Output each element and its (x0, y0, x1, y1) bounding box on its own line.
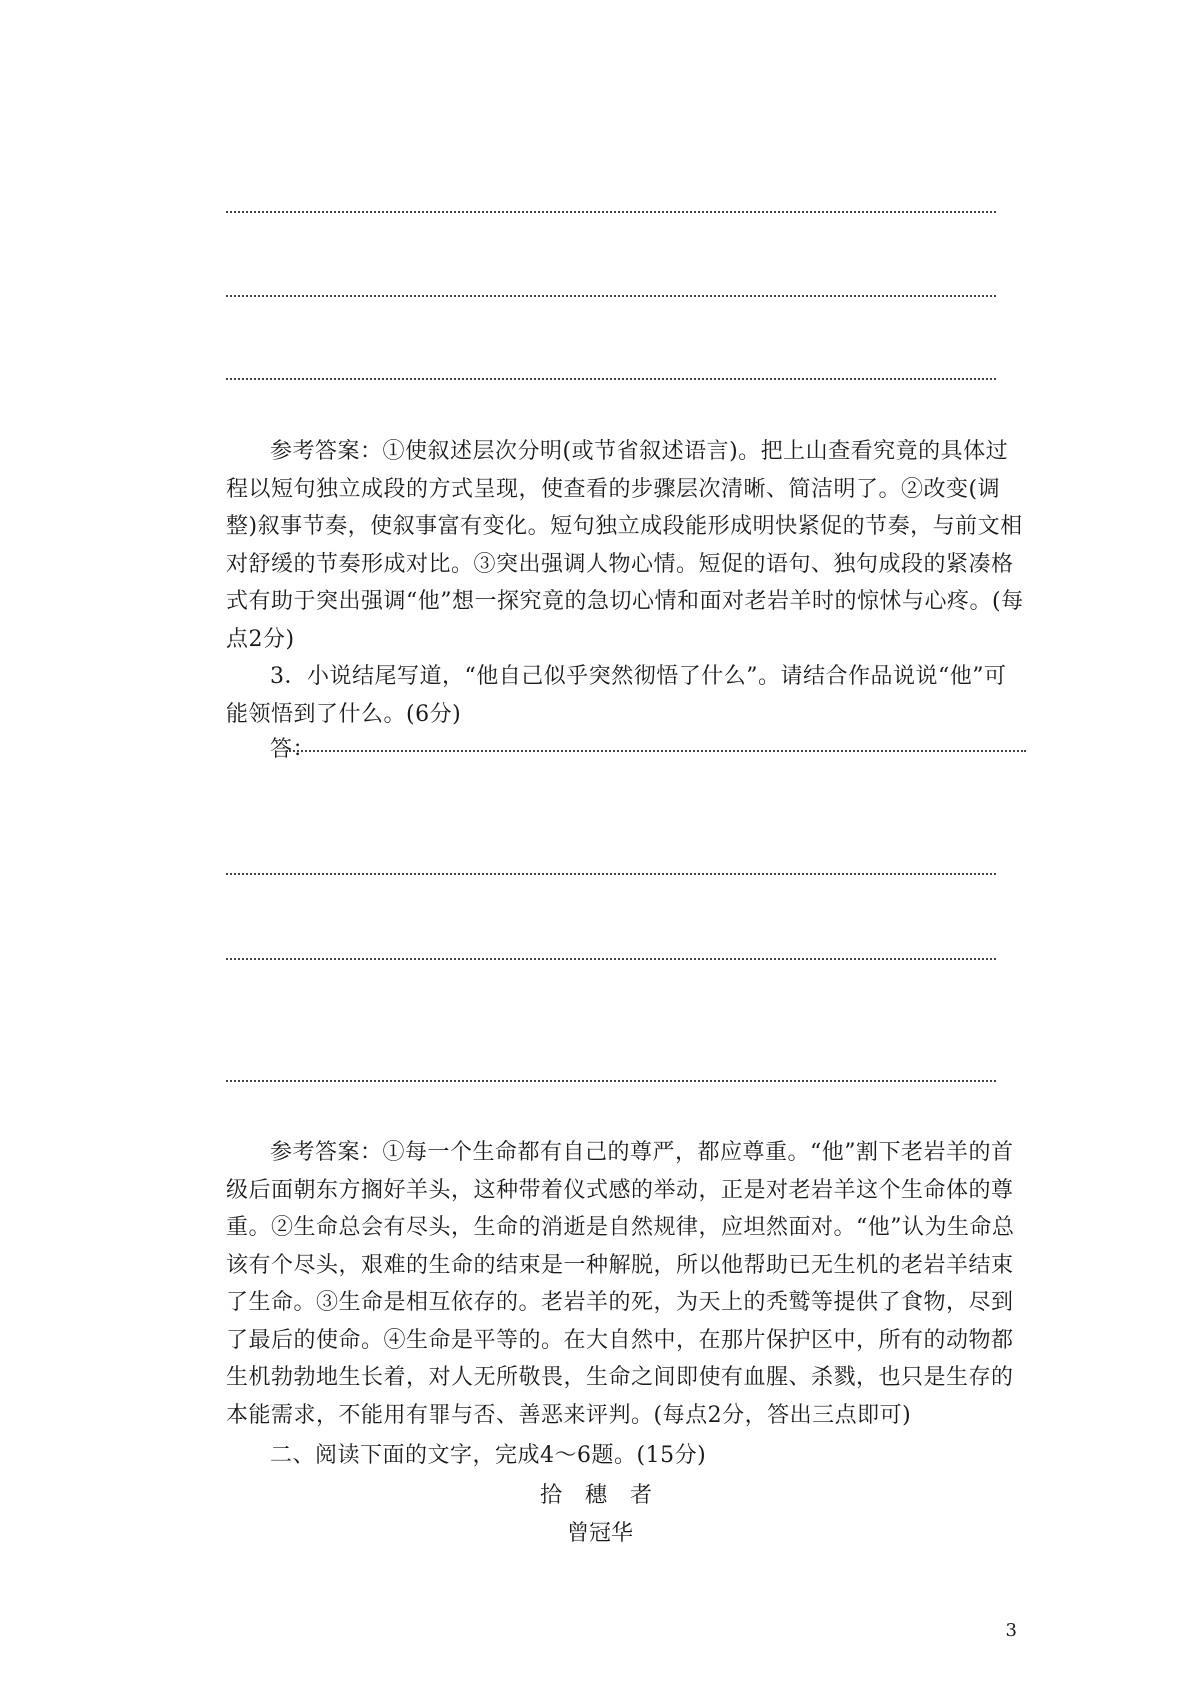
answer-line[interactable] (226, 295, 996, 297)
answer-line[interactable] (226, 1080, 996, 1082)
answer-line[interactable] (226, 873, 996, 875)
page-number: 3 (1005, 1620, 1017, 1641)
article-title: 拾 穗 者 (540, 1483, 660, 1508)
article-author: 曾冠华 (566, 1521, 633, 1546)
answer-label: 答： (270, 737, 316, 762)
answer-line[interactable] (286, 750, 1026, 752)
answer-line[interactable] (226, 958, 996, 960)
answer-line[interactable] (226, 378, 996, 380)
question-3: 3．小说结尾写道，“他自己似乎突然彻悟了什么”。请结合作品说说“他”可能领悟到了什么。(6分) (226, 664, 1007, 727)
reference-answer-3: 参考答案：①每一个生命都有自己的尊严，都应尊重。“他”割下老岩羊的首级后面朝东方搁好羊头，这种带着仪式感的举动，正是对老岩羊这个生命体的尊重。②生命总会有尽头，生命的消逝是自然规律，应坦然面对。“他”认为生命总该有个尽头，艰难的生命的结束是一种解脱，所以他帮助已无生机的老岩羊结束了生命。③生命是相互依存的。老岩羊的死，为天上的秃鹫等提供了食物，尽到了最后的使命。④生命是平等的。在大自然中，在那片保护区中，所有的动物都生机勃勃地生长着，对人无所敬畏，生命之间即使有血腥、杀戮，也只是生存的本能需求，不能用有罪与否、善恶来评判。(每点2分，答出三点即可) (226, 1140, 1015, 1428)
section-heading: 二、阅读下面的文字，完成4～6题。(15分) (270, 1443, 707, 1468)
answer-line[interactable] (226, 211, 996, 213)
reference-answer-2: 参考答案：①使叙述层次分明(或节省叙述语言)。把上山查看究竟的具体过程以短句独立成段的方式呈现，使查看的步骤层次清晰、简洁明了。②改变(调整)叙事节奏，使叙事富有变化。短句独立成段能形成明快紧促的节奏，与前文相对舒缓的节奏形成对比。③突出强调人物心情。短促的语句、独句成段的紧凑格式有助于突出强调“他”想一探究竟的急切心情和面对老岩羊时的惊怵与心疼。(每点2分) (226, 439, 1024, 652)
